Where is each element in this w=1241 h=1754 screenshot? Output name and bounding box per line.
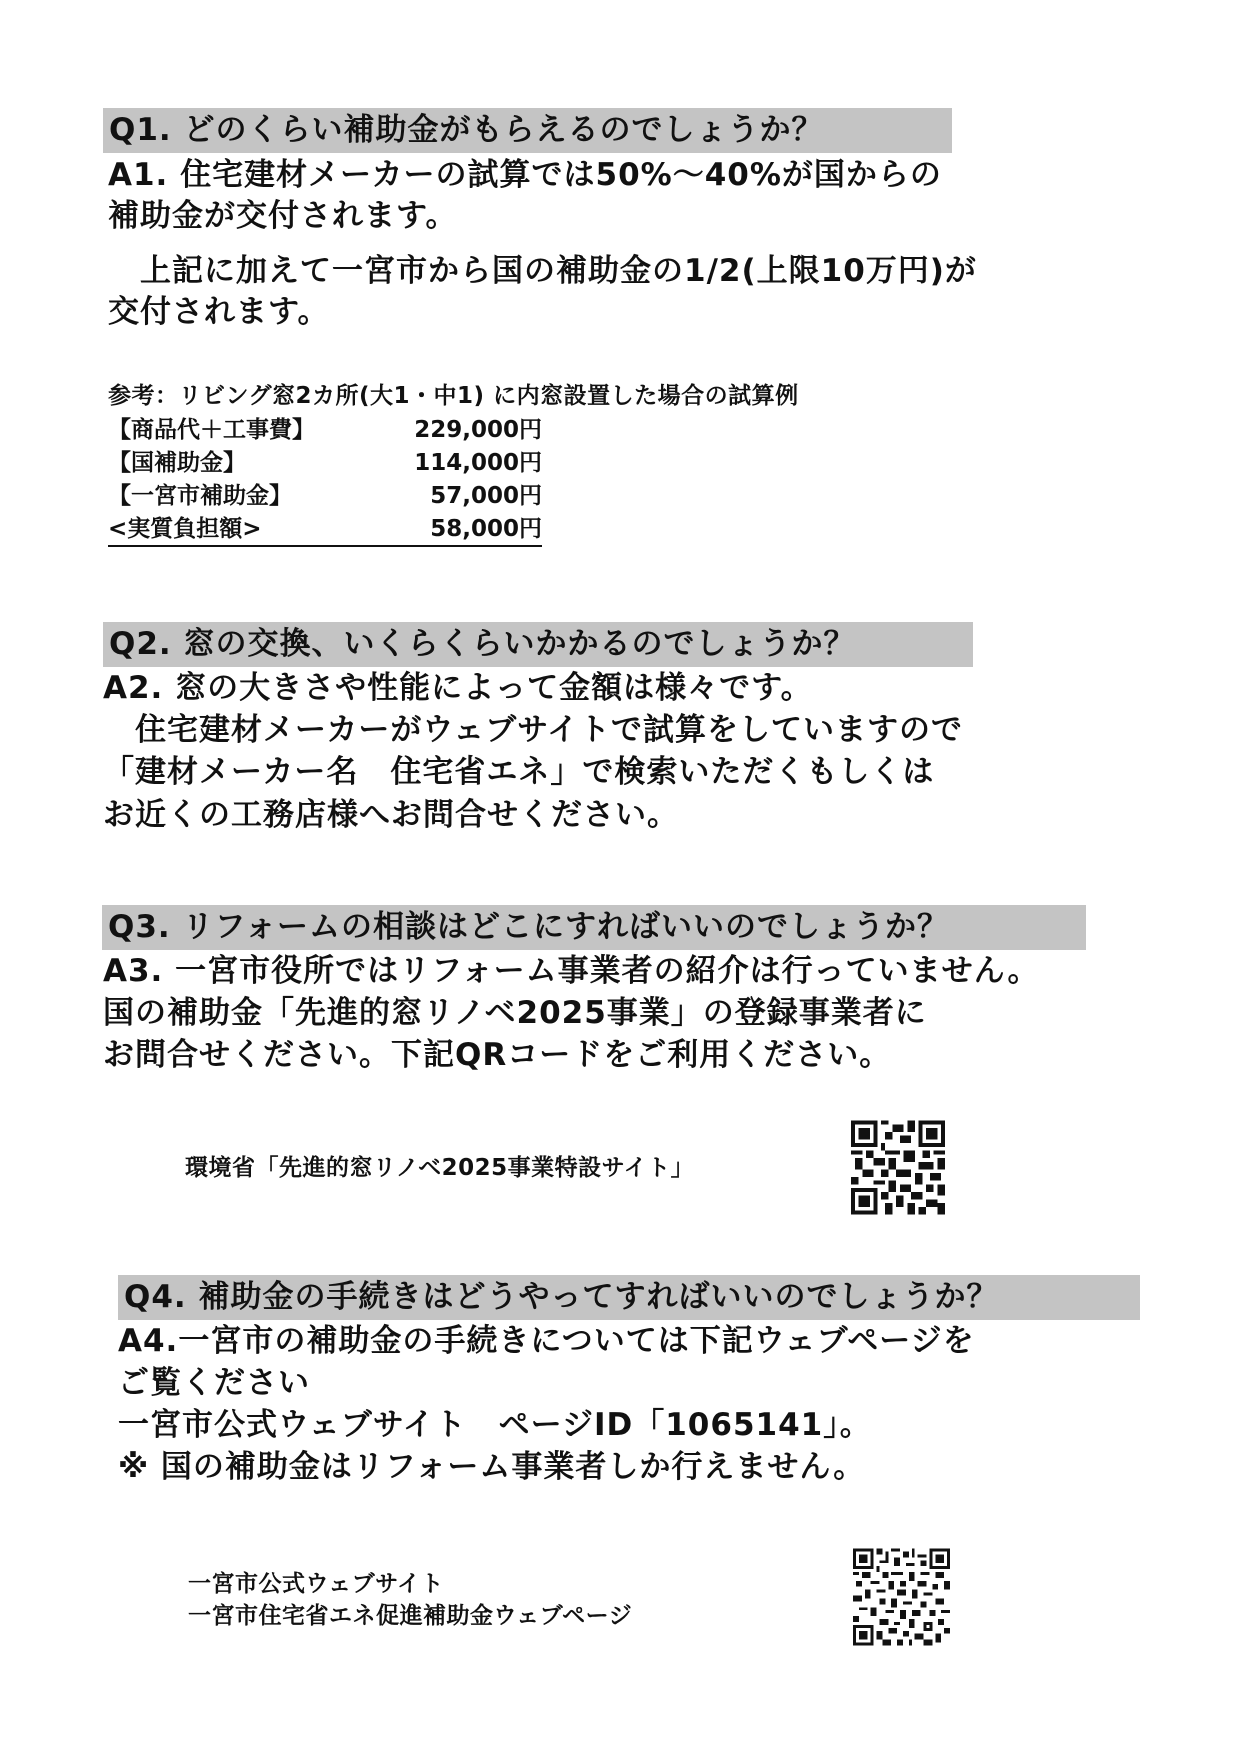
- answer-q3-line1: A3. 一宮市役所ではリフォーム事業者の紹介は行っていません。: [103, 953, 1040, 989]
- calc-value: 58,000円: [430, 516, 542, 542]
- calc-label: 【国補助金】: [108, 450, 246, 476]
- question-q1: Q1. どのくらい補助金がもらえるのでしょうか？: [103, 108, 952, 153]
- calc-value: 114,000円: [414, 450, 542, 476]
- answer-q3-line2: 国の補助金「先進的窓リノベ2025事業」の登録事業者に: [103, 995, 927, 1031]
- qr-caption-city-line2: 一宮市住宅省エネ促進補助金ウェブページ: [188, 1603, 633, 1629]
- question-q3: Q3. リフォームの相談はどこにすればいいのでしょうか？: [102, 905, 1086, 950]
- answer-q4-line3: 一宮市公式ウェブサイト ページID「1065141」。: [118, 1407, 872, 1443]
- calc-table: [108, 414, 542, 554]
- answer-q1-line3: 上記に加えて一宮市から国の補助金の1/2(上限10万円)が: [108, 253, 977, 289]
- question-q2: Q2. 窓の交換、いくらくらいかかるのでしょうか？: [103, 622, 973, 667]
- calc-value: 229,000円: [414, 417, 542, 443]
- answer-q2-line3: 「建材メーカー名 住宅省エネ」で検索いただくもしくは: [103, 754, 935, 790]
- calc-row: [108, 480, 542, 512]
- answer-q4-line1: A4.一宮市の補助金の手続きについては下記ウェブページを: [118, 1323, 975, 1359]
- reference-note: 参考：リビング窓2カ所(大1・中1) に内窓設置した場合の試算例: [108, 383, 799, 409]
- qr-code-env-ministry[interactable]: [851, 1120, 945, 1215]
- answer-q2-line4: お近くの工務店様へお問合せください。: [103, 797, 679, 833]
- calc-row: [108, 447, 542, 479]
- calc-row: [108, 414, 542, 446]
- answer-q2-line2: 住宅建材メーカーがウェブサイトで試算をしていますので: [103, 712, 963, 748]
- answer-q4-line4: ※ 国の補助金はリフォーム事業者しか行えません。: [118, 1449, 866, 1485]
- qr-caption-env-ministry: 環境省「先進的窓リノベ2025事業特設サイト」: [185, 1155, 695, 1181]
- answer-q3-line3: お問合せください。下記QRコードをご利用ください。: [103, 1037, 892, 1073]
- qr-code-icon: [851, 1120, 945, 1215]
- question-q4: Q4. 補助金の手続きはどうやってすればいいのでしょうか？: [118, 1275, 1140, 1320]
- qr-code-icon: [853, 1547, 950, 1647]
- calc-label: <実質負担額>: [108, 516, 262, 542]
- answer-q1-line1: A1. 住宅建材メーカーの試算では50%～40%が国からの: [108, 157, 942, 193]
- calc-label: 【一宮市補助金】: [108, 483, 292, 509]
- qr-code-city-website[interactable]: [853, 1547, 950, 1647]
- answer-q2-line1: A2. 窓の大きさや性能によって金額は様々です。: [103, 670, 813, 706]
- calc-row-total: [108, 513, 542, 547]
- answer-q1-line4: 交付されます。: [108, 294, 330, 330]
- answer-q4-line2: ご覧ください: [118, 1365, 310, 1401]
- calc-label: 【商品代＋工事費】: [108, 417, 315, 443]
- qr-caption-city-line1: 一宮市公式ウェブサイト: [188, 1571, 444, 1597]
- calc-value: 57,000円: [430, 483, 542, 509]
- answer-q1-line2: 補助金が交付されます。: [108, 198, 458, 234]
